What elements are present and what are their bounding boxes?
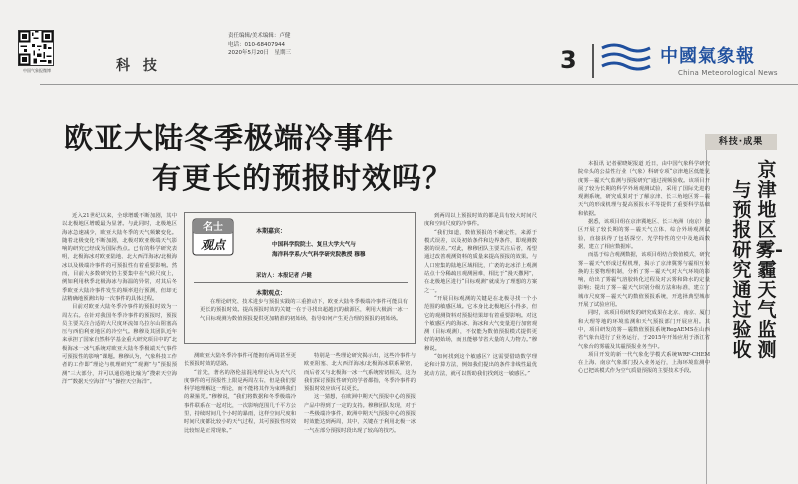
qr-caption: 中国气象报微博 bbox=[23, 68, 51, 73]
expert-divider bbox=[194, 282, 408, 283]
sidebar-paragraph: 项目开发的新一代气象化学模式系统WRF-CHEM在上海、南京气象部门投入业务运行，上海环境监测中心已把该模式作为空气质量预报的主要技术手段。 bbox=[578, 351, 710, 375]
guest-line-1: 中国科学院院士、复旦大学大气与 bbox=[272, 242, 356, 248]
qr-code bbox=[18, 30, 54, 66]
article-column-3 bbox=[304, 352, 416, 484]
column-tag-label: 科技·成果 bbox=[718, 137, 764, 147]
article-paragraph: 近入21世纪以来，全球增暖不断加剧，其中以北极地区增暖最为显著。与此同时，北极地区海冰急速减少，欧亚大陆冬季的天气频繁变化。随着北极变化不断加剧，北极对欧亚极端天气影响的研究已经成为国际热点。已有的科学研究表明，北极海冰对欧亚陆地、北大西洋海冰/北极海冰以及极端冷事件的可预报性有着重要影响。然而，目前大多数研究仍主要集中在气候尺度上，例如利用秋季北极海冰与海温的异常，对其后冬季欧亚大陆冷事件发生的频率进行预测，但却无法精确地预测出每一次事件的具体过程。 bbox=[62, 213, 177, 302]
interviewer: 采访人：本报记者 卢健 bbox=[256, 273, 312, 279]
phone-line: 电话：010-68407944 bbox=[228, 41, 285, 48]
sidebar-title-left: 与预报研究通过验收 bbox=[732, 179, 752, 361]
article-paragraph: “首先，著名的洛伦兹混沌理论认为天气尺度事件的可预报性上限是两周左右，但是我们要科学地理解这一理论，而不能将其作为束缚我们的紧箍咒。”穆穆说，“我们将数据和冬季极端冷事件联系在一起对比，一次影响范围几千平方公里，持续时间几个小时的暴雨，这样空间尺度和时间尺度都比较小的天气过程，其可预报性时效比较短是正常现象。” bbox=[184, 369, 296, 434]
headline-line-1: 欧亚大陆冬季极端冷事件 bbox=[64, 121, 395, 155]
guest-line-2: 海洋科学系/大气科学研究院教授 穆穆 bbox=[272, 252, 366, 258]
article-paragraph: “我们知道，数值预报的不确定性，来源于模式误差，以及初始条件和边界条件，即观测数据的误差。”对此，穆穆团队主要关注后者，希望通过改善观测资料的质量来提高预报的效果。与人口密集的陆地区域相比，广袤的北冰洋上观测站点十分稀疏且观测困难，相比于“漫天撒网”，在北极地区进行“目标观测”就成为了理想的方案之一。 bbox=[424, 229, 537, 294]
editor-line: 责任编辑/美术编辑：卢健 bbox=[228, 33, 291, 39]
article-column-2 bbox=[184, 352, 296, 484]
sidebar-paragraph: 同时，该项目组研发的研究成果在北京、南京、厦门和大理等地的环境监测和天气预报部门开展应用。其中，项目研发的雾－霾数值预报系统RegAEMS在山西省气象台进行了业务运行，于2015年开始应用于浙江省气象台的雾霾及其霾预报业务当中。 bbox=[578, 310, 710, 350]
section-name: 科 技 bbox=[116, 58, 161, 74]
article-column-4 bbox=[424, 212, 537, 484]
sidebar-paragraph: 据悉，该项目组在京津冀地区、长三角洲（南京）地区开展了较长期的雾－霾天气立体、综合外场观测试验，直接获得了包括探空、光学特性的空中及地面数据，建立了相应数据库。 bbox=[578, 219, 710, 250]
badge-top-text: 名士 bbox=[203, 222, 223, 233]
sidebar-article bbox=[578, 160, 710, 484]
masthead-rule bbox=[40, 84, 798, 85]
article-paragraph: “如何找到这个敏感区？这需要借助数学理论和计算方法，例如我们提出的条件非线性最优扰动方法，就可以帮助我们找到这一敏感区。” bbox=[424, 354, 537, 377]
paper-name-en: China Meteorological News bbox=[678, 69, 778, 77]
article-paragraph: 特别是一些理论研究揭示出，这些冷事件与欧亚阻塞、北大西洋海冰/北极海冰联系紧密，而后者又与北极海一冰一气系统密切相关，这为我们探讨预报性研究的学者都指，冬季冷事件的预报时效应该可以更长。 bbox=[304, 353, 416, 393]
sidebar-title-right: 京津地区雾-霾天气监测 bbox=[756, 159, 783, 361]
expert-badge-icon bbox=[192, 218, 234, 256]
article-paragraph: 目前对欧亚大陆冬季冷事件的预报时效为一周左右。在针对我国冬季冷事件的预报时，预报员主要关注合适的大尺度环流如乌拉尔山阻塞高压与西伯利亚地区的冷空气。穆穆及其团队近年来承担了国家自然科学基金重大研究项目中的“北极海冰一冰气系统对欧亚大陆冬季极端天气事件可预报性的影响”课题。穆穆认为，气象科技工作者的工作即“理论与机理研究”“观测”与“预报预测”三大部分，并可以通俗地比喻为“搜索天空海洋”“数据天空海洋”与“操控天空海洋”。 bbox=[62, 304, 177, 385]
page-number: 3 bbox=[560, 46, 577, 74]
article-column-1 bbox=[62, 212, 177, 484]
headline-line-2: 有更长的预报时效吗？ bbox=[152, 161, 453, 195]
paper-name: 中國氣象報 bbox=[660, 46, 755, 67]
guest-title: 本期嘉宾： bbox=[256, 228, 287, 235]
date-line: 2020年5月20日 星期三 bbox=[228, 50, 291, 56]
badge-bottom-text: 观点 bbox=[200, 238, 226, 252]
article-paragraph: 测欧亚大陆冬季冷事件可能拥有两周甚至更长预报时效的思路。 bbox=[184, 353, 296, 368]
guest-names bbox=[272, 240, 366, 260]
article-paragraph: “开展目标观测的关键是在北极寻找一个小范围的敏感区域。它本身比北极地区小得多，但它的观测资料对预报结果却有着重要影响。对这个敏感区内的海冰、海冰和大气变量进行加密观测（目标观测），不仅能为数值预报模式提供更好的初始场，而且能够节省大量的人力物力。”穆穆说。 bbox=[424, 295, 537, 352]
sidebar-paragraph: 本报讯 记者翟晓妮报道 近日，由中国气象科学研究院牵头的公益性行业（气象）科研专项“京津地区低能见度雾－霾天气监测与预报研究”通过视频验收。该项目开展了较为长期的科学外场观测试验，采用了国际先进的观测系统，研究成果对于了解京津、长三角地区雾－霾天气的形成机理与提高预报水平等提供了重要科学基础和依据。 bbox=[578, 161, 710, 217]
editor-info bbox=[228, 32, 291, 58]
masthead-divider bbox=[592, 44, 594, 78]
summary-text: 在理论研究、技术进步与预报实践的三重推动下，欧亚大陆冬季极端冷事件可能具有更长的预报时效。提高预报时效的关键一在于寻找出超越沉的截源区，利用大极涡一冰一气目标观测为数值预报提供更加精准的初始场，指导如何产生更合理的预报的初始场。 bbox=[200, 299, 408, 322]
article-paragraph: 这一猜想，在欧洲中期天气预报中心的预报产品中得到了一定的支持。穆穆团队发现，对于一些极端冷事件，欧洲中期天气预报中心的预报时效能达到两周，其中，关键在于利用北极一冰一气在部分预报时段出现了较高的技巧。 bbox=[304, 394, 416, 434]
column-tag bbox=[705, 134, 777, 150]
weather-logo-icon bbox=[598, 40, 654, 74]
article-paragraph: 到两周以上预报时效的都是具有较大时间尺度和空间尺度的冷事件。 bbox=[424, 213, 537, 228]
sidebar-paragraph: 而基于综合观测数据，该项目组结合数值模式，研究雾－霾天气形成过程机理，揭示了京津冀雾与霾相互转换的主要物理机制，分析了雾－霾天气对大气环境的影响，给出了雾霾气溶胶转化过程及对云雾和降水的定量影响；提出了雾－霾天气识别分级方法和标准，建立了城市尺度雾－霾天气的数值预报系统，开选择典型城市开展了试验应用。 bbox=[578, 252, 710, 309]
summary-title: 本期观点： bbox=[256, 290, 287, 297]
